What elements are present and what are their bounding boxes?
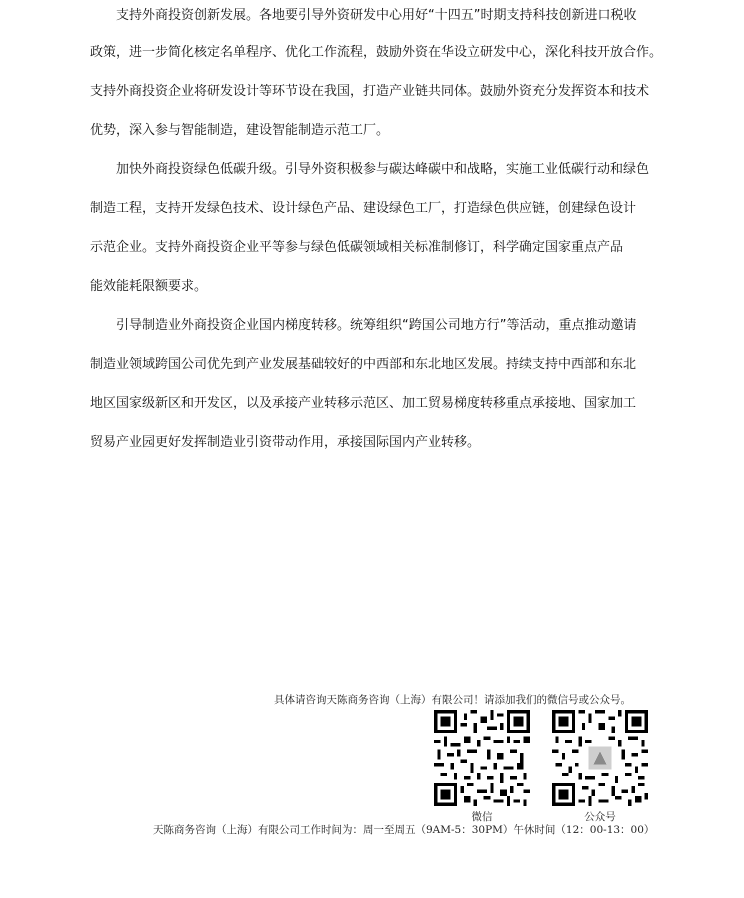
official-account-qr-code [552,710,648,806]
paragraph-3-line-4: 贸易产业园更好发挥制造业引资带动作用，承接国际国内产业转移。 [90,435,481,450]
paragraph-2-line-1: 加快外商投资绿色低碳升级。引导外资积极参与碳达峰碳中和战略，实施工业低碳行动和绿色 [116,162,650,177]
paragraph-2-line-2: 制造工程，支持开发绿色技术、设计绿色产品、建设绿色工厂，打造绿色供应链，创建绿色设计 [90,201,637,216]
wechat-qr-code [434,710,530,806]
paragraph-2-line-3: 示范企业。支持外商投资企业平等参与绿色低碳领域相关标准制修订，科学确定国家重点产品 [90,240,624,255]
paragraph-1-line-1: 支持外商投资创新发展。各地要引导外资研发中心用好“十四五”时期支持科技创新进口税收 [116,8,637,23]
working-hours-note: 天陈商务咨询（上海）有限公司工作时间为：周一至周五（9AM-5：30PM）午休时间（12：00-13：00） [153,824,655,836]
contact-note: 具体请咨询天陈商务咨询（上海）有限公司！请添加我们的微信号或公众号。 [274,694,631,706]
official-account-qr-label: 公众号 [584,811,616,823]
paragraph-3-line-1: 引导制造业外商投资企业国内梯度转移。统筹组织“跨国公司地方行”等活动，重点推动邀请 [116,318,637,333]
paragraph-1-line-3: 支持外商投资企业将研发设计等环节设在我国，打造产业链共同体。鼓励外资充分发挥资本和技术 [90,84,650,99]
wechat-qr-icon [434,710,530,806]
paragraph-1-line-2: 政策，进一步简化核定名单程序、优化工作流程，鼓励外资在华设立研发中心，深化科技开放合作。 [90,45,663,60]
official-account-qr-icon [552,710,648,806]
paragraph-3-line-2: 制造业领域跨国公司优先到产业发展基础较好的中西部和东北地区发展。持续支持中西部和东北 [90,357,637,372]
paragraph-3-line-3: 地区国家级新区和开发区，以及承接产业转移示范区、加工贸易梯度转移重点承接地、国家加工 [90,396,637,411]
paragraph-2-line-4: 能效能耗限额要求。 [90,279,208,294]
wechat-qr-label: 微信 [471,811,493,823]
paragraph-1-line-4: 优势，深入参与智能制造，建设智能制造示范工厂。 [90,123,390,138]
